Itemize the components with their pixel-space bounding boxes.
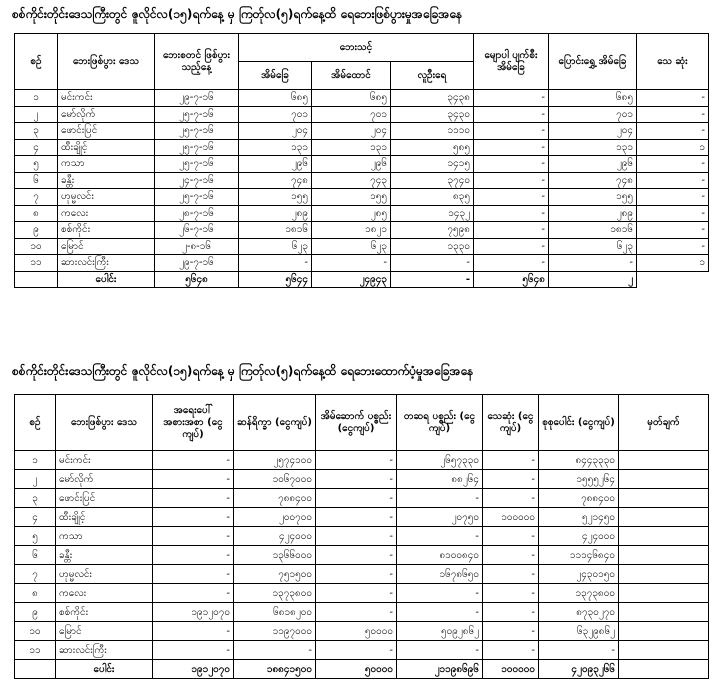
table-cell: မြောင် bbox=[56, 622, 153, 641]
header-rice: ဆန်ရိက္ခာ (ငွေကျပ်) bbox=[234, 395, 316, 451]
table-row bbox=[15, 255, 709, 272]
table-cell: ထီးချိုင့် bbox=[56, 508, 153, 527]
table-cell: ကသာ bbox=[58, 156, 155, 173]
table-cell: ၂၈-၇-၁၆ bbox=[155, 205, 239, 222]
table-cell: ၆၈၅ bbox=[312, 90, 391, 107]
total-cell: ၂၄၉၄၃ bbox=[312, 271, 391, 288]
total-cell: ၂၁၁၉၈၆၉၆ bbox=[397, 660, 483, 679]
table-cell: ၈၁၀၀၈၄၀ bbox=[397, 546, 483, 565]
table-cell: ခန္တီး bbox=[56, 546, 153, 565]
table-cell: ၇၄၃ bbox=[312, 172, 391, 189]
header-death-aid: သေဆုံး (ငွေကျပ်) bbox=[483, 395, 539, 451]
table-cell: - bbox=[316, 508, 397, 527]
total-cell: ၅၀၀၀၀ bbox=[316, 660, 397, 679]
table-row bbox=[15, 123, 709, 140]
table-cell: ၄ bbox=[15, 508, 56, 527]
table-cell: - bbox=[316, 641, 397, 660]
table-row bbox=[15, 603, 709, 622]
table-cell bbox=[619, 641, 709, 660]
table-cell: ၁၀၀၀၀၀ bbox=[483, 508, 539, 527]
table2-body bbox=[15, 451, 709, 679]
table-cell: - bbox=[153, 622, 234, 641]
table-cell: ၁၃၁ bbox=[549, 139, 637, 156]
table-cell bbox=[619, 546, 709, 565]
table-cell bbox=[15, 271, 58, 288]
table-cell: ၁၀ bbox=[15, 622, 56, 641]
table-row bbox=[15, 584, 709, 603]
header-food: အရေးပေါ် အစားအစာ (ငွေကျပ်) bbox=[153, 395, 234, 451]
table-cell: ၁၁၁၄၆၈၄၀ bbox=[539, 546, 619, 565]
table-cell: - bbox=[397, 527, 483, 546]
header-no: စဥ် bbox=[15, 34, 58, 90]
table-cell: ၂ bbox=[15, 106, 58, 123]
header-affected: ဘေးသင့် bbox=[239, 34, 474, 62]
table-cell: ၁၆၇၈၆၅၀ bbox=[397, 565, 483, 584]
table-cell: ၂၅-၇-၁၆ bbox=[155, 139, 239, 156]
total-label: ပေါင်း bbox=[56, 660, 153, 679]
table-cell: ၁၈၂၁ bbox=[312, 222, 391, 239]
table-cell: ၂၀၄ bbox=[312, 123, 391, 140]
table-cell: - bbox=[483, 451, 539, 470]
table-cell: ၉ bbox=[15, 222, 58, 239]
table-cell: - bbox=[483, 546, 539, 565]
table-cell: - bbox=[637, 90, 709, 107]
table-cell: ၈၈၂၆၄ bbox=[397, 470, 483, 489]
table-cell: - bbox=[637, 106, 709, 123]
table-cell: - bbox=[474, 156, 549, 173]
table-cell: - bbox=[153, 527, 234, 546]
table-cell: ကသာ bbox=[56, 527, 153, 546]
table-cell bbox=[619, 565, 709, 584]
table-cell: ၃၇၄၀ bbox=[391, 172, 474, 189]
table-cell: ၂၉-၇-၁၆ bbox=[155, 90, 239, 107]
table-cell: ၂၈၉ bbox=[549, 205, 637, 222]
table-cell: ၁၅၅ bbox=[549, 189, 637, 206]
table-cell: ၇၄၈ bbox=[239, 172, 312, 189]
table-cell: - bbox=[316, 489, 397, 508]
table-cell: - bbox=[153, 470, 234, 489]
table-cell: ၇၈၈၄၀၀ bbox=[539, 489, 619, 508]
total-cell: ၅၆၄၈ bbox=[155, 271, 239, 288]
table-cell: ဖောင်းပြင် bbox=[58, 123, 155, 140]
table-cell: ၆၃၂၉၈၆၂ bbox=[539, 622, 619, 641]
table-cell: ၆၈၁၈၂၀၀ bbox=[234, 603, 316, 622]
table-row bbox=[15, 139, 709, 156]
header-people: လူဦးရေ bbox=[391, 62, 474, 90]
table-cell: ၄၂၄၀၀၀ bbox=[539, 527, 619, 546]
table-cell: မော်လိုက် bbox=[58, 106, 155, 123]
table-cell: ၅၈၅ bbox=[391, 139, 474, 156]
table-cell: ၇၅၉၈ bbox=[391, 222, 474, 239]
table-cell: - bbox=[637, 238, 709, 255]
table-cell bbox=[619, 489, 709, 508]
table-cell: - bbox=[153, 451, 234, 470]
table-cell: ကလေး bbox=[58, 205, 155, 222]
table-row bbox=[15, 527, 709, 546]
table-cell: ၅ bbox=[15, 527, 56, 546]
table-cell: - bbox=[474, 189, 549, 206]
table-cell: ၅၀၀၀၀ bbox=[316, 622, 397, 641]
header-household-goods: အိမ်ဆောက် ပစ္စည်း (ငွေကျပ်) bbox=[316, 395, 397, 451]
table-cell: ၃ bbox=[15, 489, 56, 508]
table-cell: - bbox=[397, 603, 483, 622]
table-cell: - bbox=[474, 123, 549, 140]
table-cell: - bbox=[397, 489, 483, 508]
table-cell: ဟုမ္မလင်း bbox=[58, 189, 155, 206]
table-cell: မြောင် bbox=[58, 238, 155, 255]
table-cell: - bbox=[153, 641, 234, 660]
table-cell: - bbox=[316, 603, 397, 622]
table-cell: - bbox=[474, 222, 549, 239]
table-cell: - bbox=[483, 527, 539, 546]
table-cell: - bbox=[483, 603, 539, 622]
total-cell: ၂ bbox=[549, 271, 637, 288]
table-cell: - bbox=[316, 584, 397, 603]
table-cell: - bbox=[153, 489, 234, 508]
header-date: ဘေးစတင် ဖြစ်ပွားသည့်နေ့ bbox=[155, 34, 239, 90]
table-cell: ၇ bbox=[15, 565, 56, 584]
header-monastery: တဆရ ပစ္စည်း (ငွေကျပ်) bbox=[397, 395, 483, 451]
table-cell bbox=[619, 603, 709, 622]
table-cell: - bbox=[539, 641, 619, 660]
header-no: စဥ် bbox=[15, 395, 56, 451]
table-cell: ၁၅၅ bbox=[239, 189, 312, 206]
table-cell: ၁၀၆၇၀၀၀ bbox=[234, 470, 316, 489]
table-cell: ဖောင်းပြင် bbox=[56, 489, 153, 508]
table-cell: ကလေး bbox=[56, 584, 153, 603]
total-cell: ၄၂၀၉၃၂၆၆ bbox=[539, 660, 619, 679]
table-row bbox=[15, 205, 709, 222]
total-cell: ၁၉၁၂၀၇၀ bbox=[153, 660, 234, 679]
table-row bbox=[15, 172, 709, 189]
table-cell: ၈၃၅ bbox=[391, 189, 474, 206]
table-cell: ၂၅-၇-၁၆ bbox=[155, 123, 239, 140]
total-label: ပေါင်း bbox=[58, 271, 155, 288]
table-cell: - bbox=[316, 527, 397, 546]
table-cell: ၂၉-၇-၁၆ bbox=[155, 255, 239, 272]
total-row bbox=[15, 271, 709, 288]
table-cell: ၅ bbox=[15, 156, 58, 173]
table-cell: ၂၉၆ bbox=[549, 156, 637, 173]
table-row bbox=[15, 156, 709, 173]
header-destroyed: မျောပါ ပျက်စီး အိမ်ခြေ bbox=[474, 34, 549, 90]
table-cell: - bbox=[474, 255, 549, 272]
table1-title: စစ်ကိုင်းတိုင်းဒေသကြီးတွင် ဇူလိုင်လ(၁၅)ရက်နေ့ မှ ကြတ်ုလ(၅)ရက်နေ့ထိ ရေဘေးဖြစ်ပွားမှုအခြေအနေ bbox=[12, 7, 463, 21]
table-cell bbox=[619, 451, 709, 470]
table-cell: ၁၃၁ bbox=[239, 139, 312, 156]
table-cell: - bbox=[474, 205, 549, 222]
table-cell: ၈ bbox=[15, 205, 58, 222]
header-area: ဘေးဖြစ်ပွား ဒေသ bbox=[58, 34, 155, 90]
table-cell: ဆားလင်းကြီး bbox=[58, 255, 155, 272]
table-cell: ၂၆၅၇၃၃၀ bbox=[397, 451, 483, 470]
table-cell: စစ်ကိုင်း bbox=[56, 603, 153, 622]
table-cell bbox=[619, 508, 709, 527]
table-cell: ဟုမ္မလင်း bbox=[56, 565, 153, 584]
table-row bbox=[15, 489, 709, 508]
table-cell: - bbox=[637, 156, 709, 173]
table-cell: ၁၃၆၆၀၀၀ bbox=[234, 546, 316, 565]
table-cell: ၁၅၅၅၂၆၄ bbox=[539, 470, 619, 489]
table-row bbox=[15, 106, 709, 123]
table-cell: မော်လိုက် bbox=[56, 470, 153, 489]
total-row bbox=[15, 660, 709, 679]
table-cell bbox=[619, 622, 709, 641]
table-cell: ၁၁၉၇၀၀၀ bbox=[234, 622, 316, 641]
table-cell: ၂၀၀၇၀၀ bbox=[234, 508, 316, 527]
table-cell: ၂၅-၇-၁၆ bbox=[155, 189, 239, 206]
table-cell: - bbox=[637, 222, 709, 239]
table-cell: ၉ bbox=[15, 603, 56, 622]
table-cell: ၈၄၄၃၃၃၀ bbox=[539, 451, 619, 470]
table-cell bbox=[619, 527, 709, 546]
table-cell: - bbox=[239, 255, 312, 272]
table-cell: - bbox=[153, 565, 234, 584]
table-cell: ၁၈၁၆ bbox=[239, 222, 312, 239]
table-cell: ၇ bbox=[15, 189, 58, 206]
table-cell: ၂၄-၇-၁၆ bbox=[155, 172, 239, 189]
table-row bbox=[15, 222, 709, 239]
table-cell: ၁ bbox=[637, 255, 709, 272]
table-cell: - bbox=[316, 565, 397, 584]
table-cell: ၁၉၁၂၀၇၀ bbox=[153, 603, 234, 622]
table-cell: ၂၅-၇-၁၆ bbox=[155, 156, 239, 173]
table-cell: ၃ bbox=[15, 123, 58, 140]
table-cell: ၇၀၁ bbox=[549, 106, 637, 123]
header-relocated: ပြောင်းရွှေ့ အိမ်ခြေ bbox=[549, 34, 637, 90]
table-cell: ၁ bbox=[15, 451, 56, 470]
table-row bbox=[15, 90, 709, 107]
table-cell: ၁ bbox=[637, 139, 709, 156]
table-cell: ၃၄၃၈ bbox=[391, 90, 474, 107]
table-cell: - bbox=[474, 139, 549, 156]
table-cell: ၆၂၃ bbox=[239, 238, 312, 255]
total-cell bbox=[619, 660, 709, 679]
table-cell bbox=[619, 584, 709, 603]
table-cell: ၁၁၁၀ bbox=[391, 123, 474, 140]
table-cell: ၈၇၃၀၂၇၀ bbox=[539, 603, 619, 622]
table-cell: ၆၈၅ bbox=[549, 90, 637, 107]
header-households: အိမ်ထောင် bbox=[312, 62, 391, 90]
table-cell: ၆၂၃ bbox=[312, 238, 391, 255]
table-cell: - bbox=[474, 172, 549, 189]
table-cell: - bbox=[483, 584, 539, 603]
table-cell: ဆားလင်းကြီး bbox=[56, 641, 153, 660]
table-cell: မင်းကင်း bbox=[58, 90, 155, 107]
table-cell: ၁၃၇၃၈၀၀ bbox=[234, 584, 316, 603]
table-cell: ၂၄၃၀၁၅၀ bbox=[539, 565, 619, 584]
table-cell: ၁၃၇၃၈၀၀ bbox=[539, 584, 619, 603]
table-cell: ၁၀ bbox=[15, 238, 58, 255]
table-cell: ၂၉၆ bbox=[239, 156, 312, 173]
table-cell: ၇၈၈၄၀၀ bbox=[234, 489, 316, 508]
table-cell: - bbox=[153, 508, 234, 527]
relief-support-table bbox=[14, 394, 709, 679]
header-area: ဘေးဖြစ်ပွား ဒေသ bbox=[56, 395, 153, 451]
table-cell: - bbox=[316, 470, 397, 489]
total-cell: - bbox=[391, 271, 474, 288]
total-cell: ၁၀၀၀၀၀ bbox=[483, 660, 539, 679]
table1-body bbox=[15, 90, 709, 288]
table-cell: ၅၀၉၂၈၆၂ bbox=[397, 622, 483, 641]
table-row bbox=[15, 622, 709, 641]
table-cell: ၆ bbox=[15, 546, 56, 565]
table-cell: - bbox=[483, 470, 539, 489]
table-cell: - bbox=[549, 255, 637, 272]
table-cell: ၂၀၇၅၀ bbox=[397, 508, 483, 527]
table-cell: - bbox=[234, 641, 316, 660]
table-cell: ၂၉၆ bbox=[312, 156, 391, 173]
table-cell: ၇၀၁ bbox=[239, 106, 312, 123]
table-cell: မင်းကင်း bbox=[56, 451, 153, 470]
table-cell: စစ်ကိုင်း bbox=[58, 222, 155, 239]
flood-incidents-table bbox=[14, 33, 709, 288]
table-cell: - bbox=[312, 255, 391, 272]
table-row bbox=[15, 451, 709, 470]
table-cell: ၁၁ bbox=[15, 641, 56, 660]
table2-title: စစ်ကိုင်းတိုင်းဒေသကြီးတွင် ဇူလိုင်လ(၁၅)ရက်နေ့ မှ ကြတ်ုလ(၅)ရက်နေ့ထိ ရေဘေးထောက်ပံ့မှုအခြေအနေ bbox=[12, 364, 474, 378]
table-cell: - bbox=[483, 565, 539, 584]
table-cell: ၄၂၄၀၀၀ bbox=[234, 527, 316, 546]
table-cell: - bbox=[153, 546, 234, 565]
table-cell: ၁၄၁၅ bbox=[391, 156, 474, 173]
table-cell: ၁၃၃၀ bbox=[391, 238, 474, 255]
table-row bbox=[15, 546, 709, 565]
table-cell: ၇၅၁၅၀၀ bbox=[234, 565, 316, 584]
table-row bbox=[15, 470, 709, 489]
table-cell: - bbox=[316, 451, 397, 470]
table-cell: ၃၄၃၀ bbox=[391, 106, 474, 123]
table-cell: - bbox=[474, 90, 549, 107]
table-cell: - bbox=[637, 123, 709, 140]
total-cell: ၅၆၄၄ bbox=[239, 271, 312, 288]
table-cell: ၂၈၉ bbox=[239, 205, 312, 222]
table-row bbox=[15, 238, 709, 255]
table-cell: ၂၀၄ bbox=[549, 123, 637, 140]
header-deaths: သေ ဆုံး bbox=[637, 34, 709, 90]
table-cell: ၁၅၅ bbox=[312, 189, 391, 206]
table-cell: - bbox=[483, 489, 539, 508]
total-cell: ၁၈၈၄၁၅၀၀ bbox=[234, 660, 316, 679]
table-cell: - bbox=[474, 238, 549, 255]
table-cell: - bbox=[483, 622, 539, 641]
table-cell: ၁၈၁၆ bbox=[549, 222, 637, 239]
table-cell: ခန္တီး bbox=[58, 172, 155, 189]
table-row bbox=[15, 508, 709, 527]
table-cell: ၂၀၄ bbox=[239, 123, 312, 140]
table-cell: ထီးချိုင့် bbox=[58, 139, 155, 156]
table-cell: ၂-၈-၁၆ bbox=[155, 238, 239, 255]
table-cell bbox=[15, 660, 56, 679]
table-cell: ၄ bbox=[15, 139, 58, 156]
table-cell: ၂၅-၇-၁၆ bbox=[155, 106, 239, 123]
total-cell: ၅၆၄၈ bbox=[474, 271, 549, 288]
table-cell: ၁ bbox=[15, 90, 58, 107]
table-cell: - bbox=[153, 584, 234, 603]
table-cell: - bbox=[391, 255, 474, 272]
table-cell: - bbox=[474, 106, 549, 123]
table-cell: - bbox=[316, 546, 397, 565]
table-cell bbox=[619, 470, 709, 489]
table-cell: ၂ bbox=[15, 470, 56, 489]
table-cell: ၂၅၇၄၁၀၀ bbox=[234, 451, 316, 470]
table-cell: ၇၄၈ bbox=[549, 172, 637, 189]
table-cell: ၆၈၅ bbox=[239, 90, 312, 107]
table-cell: ၁၁ bbox=[15, 255, 58, 272]
table-cell: - bbox=[637, 205, 709, 222]
table-cell: - bbox=[483, 641, 539, 660]
header-remarks: မှတ်ချက် bbox=[619, 395, 709, 451]
table-row bbox=[15, 641, 709, 660]
table-row bbox=[15, 189, 709, 206]
table-cell: ၁၃၁ bbox=[312, 139, 391, 156]
table-cell: - bbox=[637, 189, 709, 206]
table-row bbox=[15, 565, 709, 584]
table-cell: ၂၆-၇-၁၆ bbox=[155, 222, 239, 239]
table-cell: ၆ bbox=[15, 172, 58, 189]
header-houses: အိမ်ခြေ bbox=[239, 62, 312, 90]
header-grand-total: စုစုပေါင်း (ငွေကျပ်) bbox=[539, 395, 619, 451]
table-cell: ၁၄၃၂ bbox=[391, 205, 474, 222]
table-cell: ၈ bbox=[15, 584, 56, 603]
table-cell: - bbox=[397, 584, 483, 603]
table-cell: ၆၂၃ bbox=[549, 238, 637, 255]
table-cell: - bbox=[637, 172, 709, 189]
table-cell: ၂၈၅ bbox=[312, 205, 391, 222]
table-cell: ၅၂၁၄၅၀ bbox=[539, 508, 619, 527]
table-cell: ၇၀၁ bbox=[312, 106, 391, 123]
table-cell: - bbox=[397, 641, 483, 660]
